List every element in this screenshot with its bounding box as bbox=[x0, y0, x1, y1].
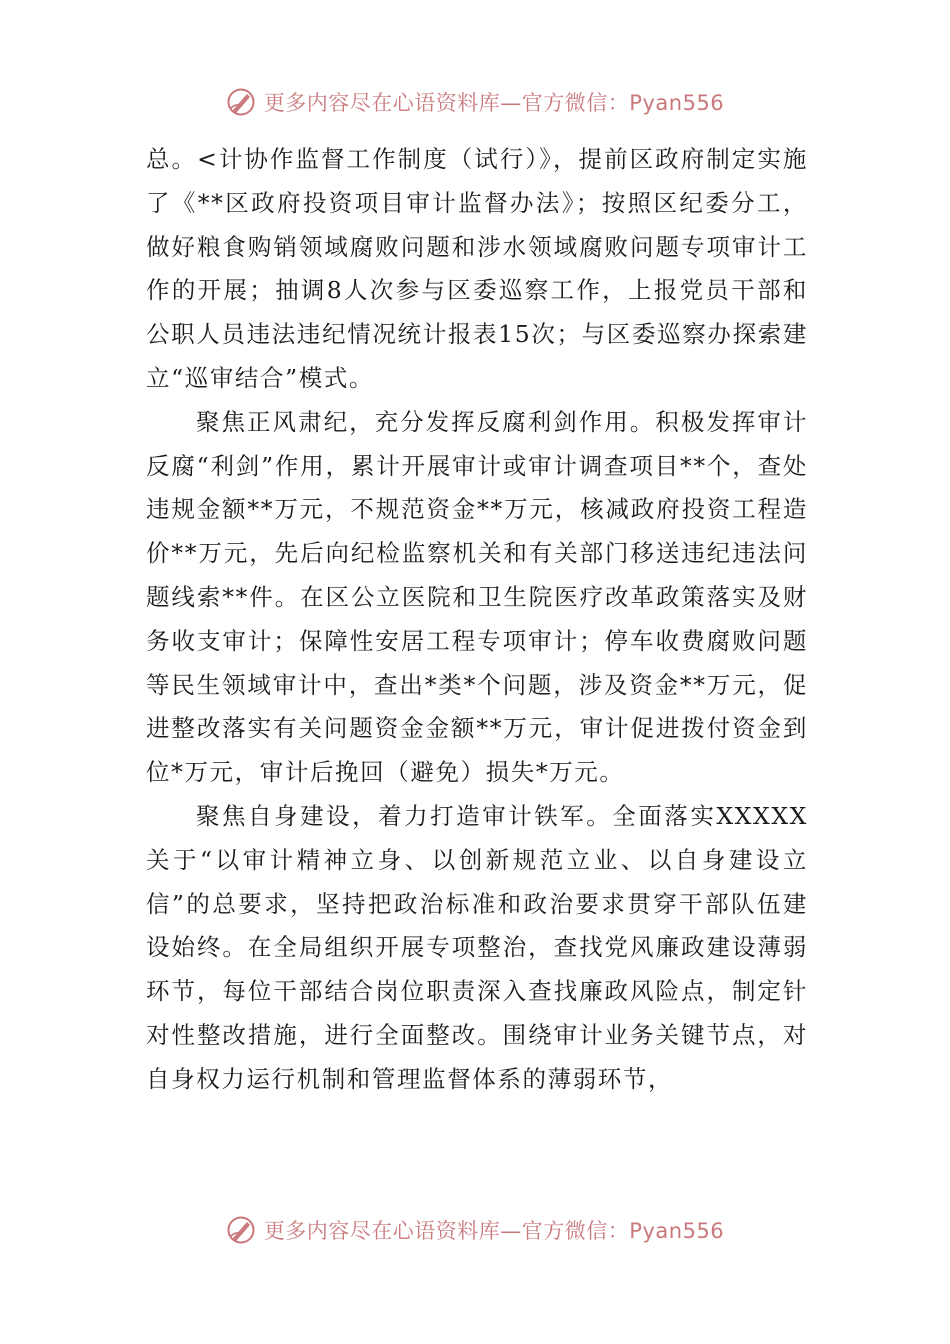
document-body bbox=[146, 138, 808, 1102]
footer-watermark-banner bbox=[0, 1210, 950, 1250]
pen-logo-icon bbox=[226, 87, 256, 117]
header-watermark-text: 更多内容尽在心语资料库—官方微信：Pyan556 bbox=[263, 91, 725, 115]
header-watermark-banner bbox=[0, 82, 950, 122]
footer-watermark-text: 更多内容尽在心语资料库—官方微信：Pyan556 bbox=[263, 1219, 725, 1243]
paragraph-3: 聚焦自身建设，着力打造审计铁军。全面落实XXXXX关于“以审计精神立身、以创新规范立业、以自身建设立信”的总要求，坚持把政治标准和政治要求贯穿干部队伍建设始终。在全局组织开展专项整治，查找党风廉政建设薄弱环节，每位干部结合岗位职责深入查找廉政风险点，制定针对性整改措施，进行全面整改。围绕审计业务关键节点，对自身权力运行机制和管理监督体系的薄弱环节， bbox=[146, 801, 808, 1093]
pen-logo-icon bbox=[226, 1215, 256, 1245]
paragraph-1: 总。<计协作监督工作制度（试行）》，提前区政府制定实施了《**区政府投资项目审计监督办法》；按照区纪委分工，做好粮食购销领域腐败问题和涉水领域腐败问题专项审计工作的开展；抽调8人次参与区委巡察工作，上报党员干部和公职人员违法违纪情况统计报表15次；与区委巡察办探索建立“巡审结合”模式。 bbox=[146, 145, 808, 392]
paragraph-2: 聚焦正风肃纪，充分发挥反腐利剑作用。积极发挥审计反腐“利剑”作用，累计开展审计或审计调查项目**个，查处违规金额**万元，不规范资金**万元，核减政府投资工程造价**万元，先后向纪检监察机关和有关部门移送违纪违法问题线索**件。在区公立医院和卫生院医疗改革政策落实及财务收支审计；保障性安居工程专项审计；停车收费腐败问题等民生领域审计中，查出*类*个问题，涉及资金**万元，促进整改落实有关问题资金金额**万元，审计促进拨付资金到位*万元，审计后挽回（避免）损失*万元。 bbox=[146, 407, 808, 787]
